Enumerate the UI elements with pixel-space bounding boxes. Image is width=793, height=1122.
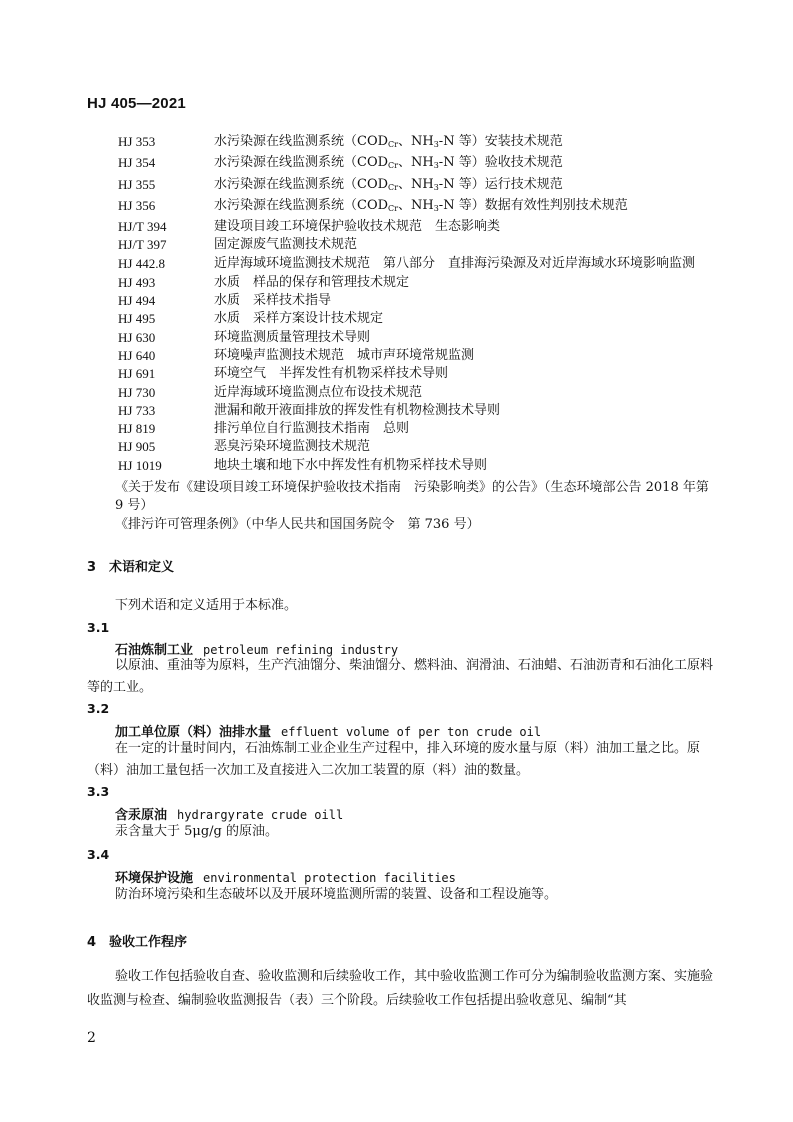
term-en: effluent volume of per ton crude oil [281, 725, 542, 739]
reference-title: 恶臭污染环境监测技术规范 [214, 439, 371, 455]
reference-item [118, 438, 718, 456]
term-zh: 石油炼制工业 [115, 643, 194, 658]
reference-item [118, 420, 718, 438]
reference-code: HJ 819 [118, 421, 156, 437]
reference-item [118, 274, 718, 292]
reference-title: 固定源废气监测技术规范 [214, 237, 358, 253]
reference-item [118, 236, 718, 254]
term-number: 3.1 [87, 620, 110, 635]
reference-code: HJ 494 [118, 293, 156, 309]
reference-code: HJ 356 [118, 197, 156, 213]
reference-code: HJ 354 [118, 155, 156, 171]
reference-item [118, 310, 718, 328]
reference-item [118, 365, 718, 383]
reference-item [118, 197, 718, 218]
section-3-heading [87, 556, 174, 575]
reference-title: 建设项目竣工环境保护验收技术规范 生态影响类 [214, 219, 501, 235]
term-zh: 加工单位原（料）油排水量 [115, 725, 272, 740]
reference-code: HJ 691 [118, 366, 156, 382]
reference-code: HJ 905 [118, 439, 156, 455]
reference-title: 水污染源在线监测系统（$COD_{Cr}$、$NH_3-N$ 等）安装技术规范 [214, 134, 563, 149]
reference-title: 排污单位自行监测技术指南 总则 [214, 421, 410, 437]
standard-header: HJ 405—2021 [87, 95, 186, 112]
reference-code: HJ 355 [118, 176, 156, 192]
reference-title: 近岸海域环境监测点位布设技术规范 [214, 384, 423, 400]
term-number: 3.3 [87, 784, 110, 799]
reference-item [118, 218, 718, 236]
reference-code: HJ 730 [118, 384, 156, 400]
term-number: 3.2 [87, 701, 110, 716]
reference-title: 水污染源在线监测系统（$COD_{Cr}$、$NH_3-N$ 等）验收技术规范 [214, 155, 563, 171]
term-zh: 环境保护设施 [115, 871, 194, 886]
reference-title: 近岸海域环境监测技术规范 第八部分 直排海污染源及对近岸海域水环境影响监测 [214, 255, 696, 271]
reference-title: 环境噪声监测技术规范 城市声环境常规监测 [214, 347, 475, 363]
reference-code: HJ 1019 [118, 457, 162, 473]
reference-item [118, 133, 718, 154]
term-definition: 防治环境污染和生态破坏以及开展环境监测所需的装置、设备和工程设施等。 [115, 887, 558, 902]
term-definition: 以原油、重油等为原料，生产汽油馏分、柴油馏分、燃料油、润滑油、石油蜡、石油沥青和石油化工原料等的工业。 [87, 658, 714, 695]
reference-item [118, 457, 718, 475]
reference-code: HJ/T 394 [118, 219, 167, 235]
section-number: 4 [87, 935, 97, 950]
reference-code: HJ 493 [118, 274, 156, 290]
section-3-intro: 下列术语和定义适用于本标准。 [115, 598, 298, 613]
reference-code: HJ 495 [118, 311, 156, 327]
term-zh: 含汞原油 [115, 808, 168, 823]
section-number: 3 [87, 560, 97, 575]
reference-item [118, 402, 718, 420]
reference-title: 环境监测质量管理技术导则 [214, 329, 371, 345]
term-en: environmental protection facilities [203, 871, 456, 885]
term-definition: 在一定的计量时间内，石油炼制工业企业生产过程中，排入环境的废水量与原（料）油加工量之比。原（料）油加工量包括一次加工及直接进入二次加工装置的原（料）油的数量。 [87, 741, 701, 778]
reference-code: HJ 640 [118, 347, 156, 363]
reference-code: HJ/T 397 [118, 237, 167, 253]
term-number: 3.4 [87, 847, 110, 862]
term-en: hydrargyrate crude oill [177, 808, 344, 822]
section-title: 验收工作程序 [109, 935, 188, 950]
reference-title: 环境空气 半挥发性有机物采样技术导则 [214, 366, 449, 382]
reference-title: 地块土壤和地下水中挥发性有机物采样技术导则 [214, 457, 488, 473]
reference-title: 水质 采样技术指导 [214, 293, 332, 309]
reference-item [118, 176, 718, 197]
reference-title: 水污染源在线监测系统（$COD_{Cr}$、$NH_3-N$ 等）数据有效性判别技术规范 [214, 197, 628, 213]
reference-item [118, 347, 718, 365]
reference-code: HJ 353 [118, 134, 156, 149]
reference-code: HJ 733 [118, 402, 156, 418]
reference-list [118, 133, 718, 475]
reference-code: HJ 630 [118, 329, 156, 345]
section-4-paragraph: 验收工作包括验收自查、验收监测和后续验收工作，其中验收监测工作可分为编制验收监测方案、实施验收监测与检查、编制验收监测报告（表）三个阶段。后续验收工作包括提出验收意见、编制“其 [87, 969, 714, 1008]
reference-item [118, 384, 718, 402]
reference-title: 水质 采样方案设计技术规定 [214, 311, 384, 327]
reference-item [118, 292, 718, 310]
page-number: 2 [87, 1030, 96, 1046]
term-definition: 汞含量大于 5μg/g 的原油。 [115, 824, 279, 839]
section-title: 术语和定义 [109, 560, 175, 575]
doc-reference-1: 《关于发布《建设项目竣工环境保护验收技术指南 污染影响类》的公告》（生态环境部公告 2018 年第 9 号） [115, 480, 709, 514]
term-en: petroleum refining industry [203, 643, 399, 657]
reference-title: 泄漏和敞开液面排放的挥发性有机物检测技术导则 [214, 402, 501, 418]
reference-item [118, 255, 718, 273]
reference-code: HJ 442.8 [118, 255, 165, 271]
section-4-heading [87, 931, 187, 950]
doc-reference-2: 《排污许可管理条例》（中华人民共和国国务院令 第 736 号） [115, 517, 480, 532]
reference-item [118, 329, 718, 347]
reference-title: 水污染源在线监测系统（$COD_{Cr}$、$NH_3-N$ 等）运行技术规范 [214, 176, 563, 192]
reference-title: 水质 样品的保存和管理技术规定 [214, 274, 410, 290]
reference-item [118, 154, 718, 175]
